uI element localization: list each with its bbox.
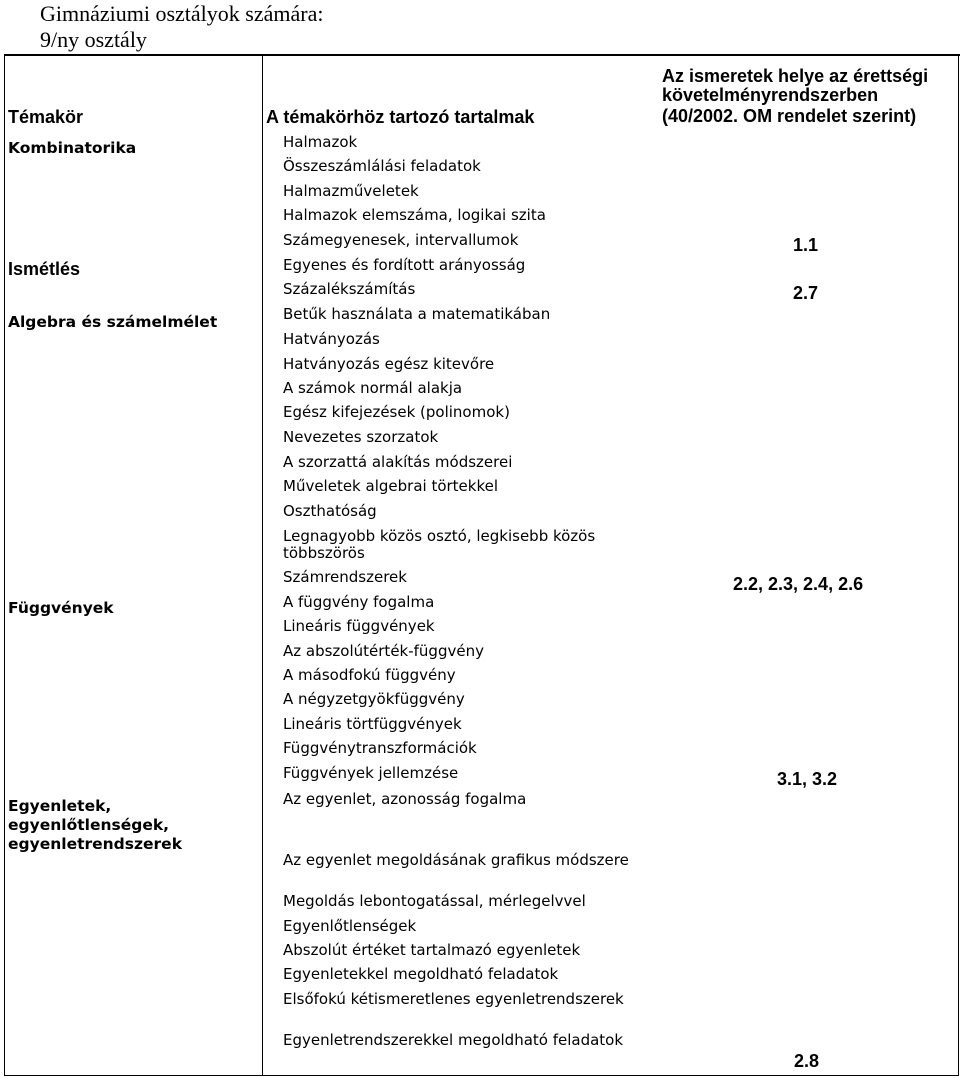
column-header-content: A témakörhöz tartozó tartalmak <box>266 107 535 127</box>
column-header-reference-line1: Az ismeretek helye az érettségi <box>662 66 929 86</box>
content-item: A másodfokú függvény <box>283 666 456 684</box>
topic-algebra: Algebra és számelmélet <box>8 313 218 331</box>
content-item: Abszolút értéket tartalmazó egyenletek <box>283 941 581 959</box>
content-item: Százalékszámítás <box>283 280 416 298</box>
table-bottom-border <box>4 1075 959 1076</box>
content-item: Halmazok <box>283 133 358 151</box>
content-item: Legnagyobb közös osztó, legkisebb közös többszörös <box>283 527 596 562</box>
content-item: A függvény fogalma <box>283 593 435 611</box>
content-item: Függvénytranszformációk <box>283 739 477 757</box>
content-item: Elsőfokú kétismeretlenes egyenletrendszerek <box>283 990 624 1008</box>
column-header-reference-line2: követelményrendszerben <box>662 85 879 105</box>
exam-reference: 1.1 <box>793 235 819 255</box>
content-item: A szorzattá alakítás módszerei <box>283 453 513 471</box>
table-left-border <box>4 54 5 1076</box>
content-item: Lineáris függvények <box>283 617 435 635</box>
content-item: A négyzetgyökfüggvény <box>283 690 465 708</box>
content-item: Összeszámlálási feladatok <box>283 157 481 175</box>
content-item: Az egyenlet, azonosság fogalma <box>283 790 527 808</box>
column-header-reference-line3: (40/2002. OM rendelet szerint) <box>662 106 917 126</box>
content-item: Betűk használata a matematikában <box>283 305 551 323</box>
content-item: Nevezetes szorzatok <box>283 428 439 446</box>
topic-ismetles: Ismétlés <box>8 259 81 279</box>
content-item: Halmazok elemszáma, logikai szita <box>283 206 546 224</box>
content-item: Egyenes és fordított arányosság <box>283 256 526 274</box>
content-item: Számegyenesek, intervallumok <box>283 231 519 249</box>
content-item: Hatványozás egész kitevőre <box>283 355 495 373</box>
table-top-border <box>4 54 960 56</box>
content-item: Az egyenlet megoldásának grafikus módszere <box>283 851 629 869</box>
topic-kombinatorika: Kombinatorika <box>8 139 137 157</box>
exam-reference: 2.8 <box>794 1051 820 1071</box>
column-divider <box>262 54 263 1076</box>
page-title: Gimnáziumi osztályok számára: <box>40 1 324 26</box>
exam-reference: 2.7 <box>793 283 819 303</box>
page-subtitle: 9/ny osztály <box>40 27 147 52</box>
column-header-topic: Témakör <box>8 107 84 127</box>
content-item: Függvények jellemzése <box>283 764 459 782</box>
content-item: Oszthatóság <box>283 502 377 520</box>
content-item: Műveletek algebrai törtekkel <box>283 477 499 495</box>
topic-egyenletek: Egyenletek, egyenlőtlenségek, egyenletrendszerek <box>8 797 183 853</box>
content-item: Egész kifejezések (polinomok) <box>283 403 510 421</box>
content-item: Számrendszerek <box>283 568 407 586</box>
content-item: Egyenletekkel megoldható feladatok <box>283 965 559 983</box>
content-item: Megoldás lebontogatással, mérlegelvvel <box>283 892 586 910</box>
content-item: Egyenletrendszerekkel megoldható feladatok <box>283 1031 624 1049</box>
content-item: A számok normál alakja <box>283 379 463 397</box>
content-item: Lineáris törtfüggvények <box>283 715 462 733</box>
exam-reference: 3.1, 3.2 <box>777 769 838 789</box>
content-item: Hatványozás <box>283 330 380 348</box>
topic-fuggvenyek: Függvények <box>8 599 114 617</box>
exam-reference: 2.2, 2.3, 2.4, 2.6 <box>733 574 864 594</box>
content-item: Az abszolútérték-függvény <box>283 642 484 660</box>
content-item: Egyenlőtlenségek <box>283 917 417 935</box>
table-right-border <box>958 54 959 1076</box>
content-item: Halmazműveletek <box>283 182 419 200</box>
